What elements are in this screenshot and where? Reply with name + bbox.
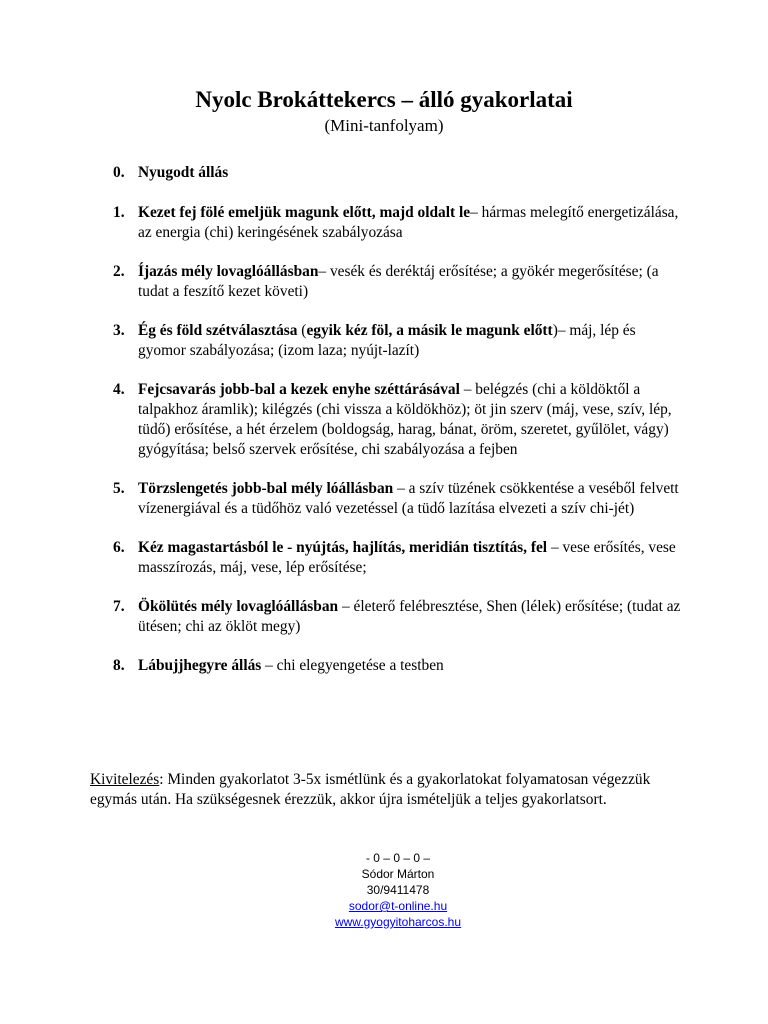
email-link[interactable]: sodor@t-online.hu [348, 899, 448, 913]
execution-paragraph [90, 770, 690, 810]
exercise-description: ( [297, 322, 307, 339]
exercise-name: Kéz magastartásból le - nyújtás, hajlítás, meridián tisztítás, fel [138, 539, 548, 556]
exercise-name: Fejcsavarás jobb-bal a kezek enyhe széttárásával [138, 381, 460, 398]
exercise-number: 6. [113, 539, 125, 556]
exercise-description: – hármas melegítő energetizálása, az energia (chi) keringésének szabályozása [138, 204, 679, 241]
execution-label: Kivitelezés [90, 771, 160, 788]
exercise-name: Törzslengetés jobb-bal mély lóállásban [138, 480, 394, 497]
exercise-text [138, 163, 683, 183]
exercise-name: Nyugodt állás [138, 164, 229, 181]
footer-separator: - 0 – 0 – 0 – [365, 851, 431, 865]
exercise-text [138, 479, 683, 519]
exercise-number: 7. [113, 598, 125, 615]
exercise-name: Kezet fej fölé emeljük magunk előtt, majd oldalt le [138, 204, 471, 221]
exercise-text [138, 597, 683, 637]
exercise-item [113, 597, 683, 637]
exercise-item [113, 203, 683, 243]
exercise-name: egyik kéz föl, a másik le magunk előtt [306, 322, 553, 339]
exercise-name: Lábujjhegyre állás [138, 657, 262, 674]
execution-text: : Minden gyakorlatot 3-5x ismétlünk és a gyakorlatokat folyamatosan végezzük egymás után. Ha szükségesnek érezzük, akkor újra ismételjük a teljes gyakorlatsort. [90, 771, 651, 808]
exercise-number: 8. [113, 657, 125, 674]
exercise-description: – vese erősítés, vese masszírozás, máj, vese, lép erősítése; [138, 539, 676, 576]
exercise-description: – életerő felébresztése, Shen (lélek) erősítése; (tudat az ütésen; chi az öklöt megy) [138, 598, 681, 635]
exercise-text [138, 262, 683, 302]
exercise-text [138, 203, 683, 243]
exercise-number: 5. [113, 480, 125, 497]
exercise-item [113, 262, 683, 302]
author-name: Sódor Márton [361, 867, 435, 881]
page-title: Nyolc Brokáttekercs – álló gyakorlatai [195, 87, 573, 112]
exercise-name: Ég és föld szétválasztása [138, 322, 298, 339]
exercise-description: – vesék és deréktáj erősítése; a gyökér megerősítése; (a tudat a feszítő kezet követi) [138, 263, 659, 300]
exercise-text [138, 656, 683, 676]
exercise-item [113, 656, 683, 676]
exercise-description: – chi elegyengetése a testben [261, 657, 444, 674]
exercise-item [113, 163, 683, 183]
exercise-number: 0. [113, 164, 125, 181]
exercise-number: 2. [113, 263, 125, 280]
page-subtitle: (Mini-tanfolyam) [324, 116, 444, 135]
exercise-text [138, 380, 683, 460]
exercise-number: 4. [113, 381, 125, 398]
exercise-item [113, 321, 683, 361]
exercise-text [138, 538, 683, 578]
exercise-name: Íjazás mély lovaglóállásban [138, 263, 319, 280]
exercise-description: – a szív tüzének csökkentése a veséből felvett vízenergiával és a tüdőhöz való vezetéssel (a tüdő lazítása elvezeti a szív chi-jét) [138, 480, 679, 517]
exercise-item [113, 380, 683, 460]
exercise-number: 3. [113, 322, 125, 339]
exercise-name: Ökölütés mély lovaglóállásban [138, 598, 339, 615]
exercise-list [113, 163, 683, 695]
footer [0, 850, 768, 930]
exercise-number: 1. [113, 204, 125, 221]
exercise-text [138, 321, 683, 361]
author-phone: 30/9411478 [366, 883, 430, 897]
exercise-description: )– máj, lép és gyomor szabályozása; (izom laza; nyújt-lazít) [138, 322, 636, 359]
exercise-item [113, 479, 683, 519]
exercise-item [113, 538, 683, 578]
website-link[interactable]: www.gyogyitoharcos.hu [334, 915, 462, 929]
exercise-description: – belégzés (chi a köldöktől a talpakhoz áramlik); kilégzés (chi vissza a köldökhöz); öt jin szerv (máj, vese, szív, lép, tüdő) erősítése, a hét érzelem (boldogság, harag, bánat, öröm, szeretet, gyűlölet, vágy) gyógyítása; belső szervek erősítése, chi szabályozása a fejben [138, 381, 672, 458]
